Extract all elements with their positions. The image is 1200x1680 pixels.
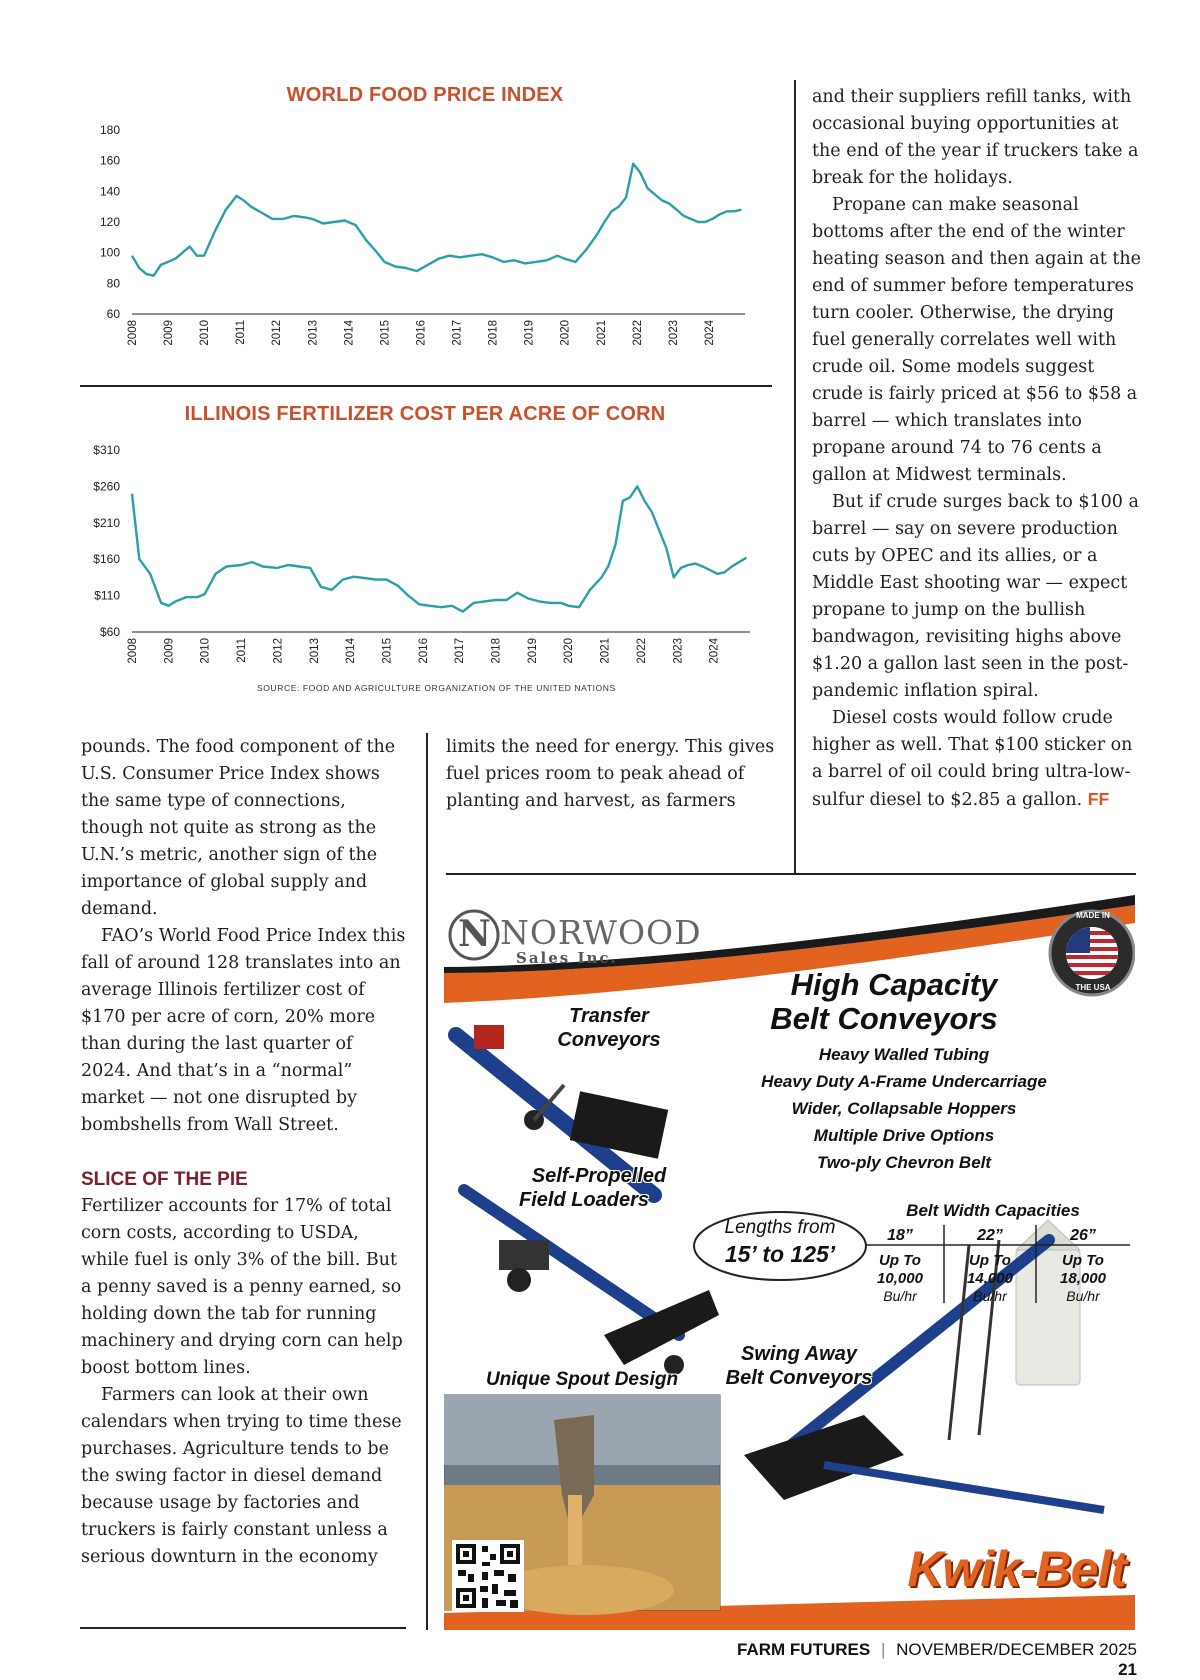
transfer-label-1: Transfer: [569, 1005, 649, 1027]
x-tick-label: 2016: [415, 320, 428, 346]
ad-headline-1: High Capacity: [790, 967, 998, 1002]
y-tick-label: 80: [106, 276, 120, 291]
series-line: [132, 164, 741, 276]
footer-separator: |: [880, 1640, 886, 1659]
x-tick-label: 2023: [667, 320, 680, 346]
x-tick-label: 2018: [490, 638, 503, 664]
article-paragraph: pounds. The food component of the U.S. Consumer Price Index shows the same type of connections, though not quite as strong as the U.N.’s metric, another sign of the importance of global supply and demand.: [81, 737, 396, 919]
x-tick-label: 2020: [563, 638, 576, 664]
belt-width-value: 18”: [887, 1227, 913, 1244]
article-paragraph: But if crude surges back to $100 a barrel — say on severe production cuts by OPEC and its allies, or a Middle East shooting war — expect propane to jump on the bullish bandwagon, revisiting highs above $1.20 a gallon last seen in the post-pandemic inflation spiral.: [812, 492, 1139, 701]
belt-capacity-value: 10,000: [877, 1270, 923, 1287]
belt-unit: Bu/hr: [1066, 1288, 1100, 1304]
brand-subtitle: Sales Inc.: [516, 949, 618, 967]
x-tick-label: 2011: [235, 320, 248, 345]
x-tick-label: 2024: [708, 638, 721, 664]
x-tick-label: 2017: [454, 638, 467, 664]
article-column-3: [812, 84, 1142, 814]
x-tick-label: 2020: [559, 320, 572, 346]
magazine-name: FARM FUTURES: [737, 1640, 871, 1659]
brand-logo-letter: N: [458, 913, 491, 955]
x-tick-label: 2013: [308, 638, 321, 664]
page-footer: [726, 1640, 1137, 1680]
y-tick-label: $60: [99, 625, 120, 639]
swing-away-label-1: Swing Away: [741, 1343, 857, 1365]
belt-unit: Bu/hr: [883, 1288, 917, 1304]
x-tick-label: 2016: [417, 638, 430, 664]
belt-width-value: 26”: [1070, 1227, 1096, 1244]
chart-source: SOURCE: FOOD AND AGRICULTURE ORGANIZATION OF THE UNITED NATIONS: [257, 683, 616, 693]
article-paragraph: Farmers can look at their own calendars when trying to time these purchases. Agriculture tends to be the swing factor in diesel demand because usage by factories and truckers is fairly constant unless a serious downturn in the economy: [81, 1385, 402, 1567]
x-tick-label: 2010: [199, 638, 212, 664]
self-propelled-label-2: Field Loaders: [518, 1189, 650, 1211]
article-paragraph: Propane can make seasonal bottoms after the end of the winter heating season and then again at the end of summer before temperatures turn cooler. Otherwise, the drying fuel generally correlates well with crude oil. Some models suggest crude is fairly priced at $56 to $58 a barrel — which translates into propane around 74 to 76 cents a gallon at Midwest terminals.: [812, 195, 1141, 485]
swing-away-label-2: Belt Conveyors: [725, 1367, 873, 1389]
y-tick-label: $210: [93, 515, 120, 530]
made-in-bottom-text: THE USA: [1075, 983, 1111, 992]
article-paragraph: Fertilizer accounts for 17% of total corn costs, according to USDA, while fuel is only 3% of the bill. But a penny saved is a penny earned, so holding down the tab for running machinery and drying corn can help boost bottom lines.: [81, 1196, 403, 1378]
col1-bottom-rule: [80, 1627, 406, 1629]
world-food-price-index-chart: [80, 115, 780, 365]
feature-item: Multiple Drive Options: [813, 1126, 995, 1145]
y-tick-label: $110: [94, 588, 120, 603]
chart1-title: WORLD FOOD PRICE INDEX: [286, 84, 564, 106]
x-tick-label: 2012: [272, 638, 285, 664]
lengths-line-1: Lengths from: [724, 1217, 836, 1238]
x-tick-label: 2019: [523, 320, 536, 346]
feature-item: Heavy Duty A-Frame Undercarriage: [761, 1072, 1047, 1091]
belt-capacity-value: 14,000: [967, 1270, 1013, 1287]
x-tick-label: 2014: [345, 638, 358, 664]
x-tick-label: 2022: [635, 638, 648, 664]
belt-up-to: Up To: [969, 1252, 1011, 1269]
page-number: 21: [1118, 1660, 1137, 1679]
x-tick-label: 2019: [526, 638, 539, 664]
y-tick-label: $310: [93, 443, 120, 457]
x-tick-label: 2010: [199, 320, 212, 346]
feature-item: Heavy Walled Tubing: [818, 1045, 990, 1064]
x-tick-label: 2008: [127, 638, 139, 664]
x-tick-label: 2022: [631, 320, 644, 346]
article-paragraph: and their suppliers refill tanks, with occasional buying opportunities at the end of the year if truckers take a break for the holidays.: [812, 87, 1139, 188]
x-tick-label: 2012: [271, 320, 284, 346]
ad-headline-2: Belt Conveyors: [770, 1001, 998, 1036]
x-tick-label: 2015: [379, 320, 392, 346]
y-tick-label: $260: [93, 479, 120, 494]
col3-bottom-rule: [446, 873, 1136, 875]
article-paragraph: [812, 705, 1142, 814]
norwood-kwik-belt-ad[interactable]: [444, 895, 1135, 1630]
article-column-2: [446, 734, 776, 815]
x-tick-label: 2013: [307, 320, 320, 346]
x-tick-label: 2024: [703, 320, 716, 346]
article-column-1: [81, 734, 407, 1571]
belt-up-to: Up To: [1062, 1252, 1104, 1269]
x-tick-label: 2021: [599, 638, 612, 664]
transfer-label-2: Conveyors: [557, 1029, 661, 1051]
feature-item: Two-ply Chevron Belt: [816, 1153, 992, 1172]
y-tick-label: 160: [99, 153, 120, 168]
y-tick-label: 100: [99, 245, 120, 260]
end-mark: FF: [1087, 789, 1110, 809]
column-divider-1: [426, 733, 428, 1630]
article-paragraph: FAO’s World Food Price Index this fall of around 128 translates into an average Illinois fertilizer cost of $170 per acre of corn, 20% more than during the last quarter of 2024. And that’s in a “normal” market — not one disrupted by bombshells from Wall Street.: [81, 926, 406, 1135]
made-in-top-text: MADE IN: [1076, 911, 1110, 920]
column-divider-2: [794, 80, 796, 873]
x-tick-label: 2011: [236, 638, 249, 663]
x-tick-label: 2018: [487, 320, 500, 346]
field-loader-image: [464, 1190, 719, 1375]
x-tick-label: 2009: [163, 638, 176, 664]
spout-label: Unique Spout Design: [485, 1369, 679, 1390]
x-tick-label: 2009: [163, 320, 176, 346]
x-tick-label: 2015: [381, 638, 394, 664]
kwik-belt-logo: Kwik-Belt: [907, 1541, 1126, 1597]
x-tick-label: 2008: [127, 320, 139, 346]
y-tick-label: 120: [99, 215, 120, 229]
feature-item: Wider, Collapsable Hoppers: [791, 1099, 1017, 1118]
y-tick-label: 140: [99, 184, 120, 199]
x-tick-label: 2023: [672, 638, 685, 664]
article-last-sentence: Diesel costs would follow crude higher as well. That $100 sticker on a barrel of oil could bring ultra-low-sulfur diesel to $2.85 a gallon.: [812, 708, 1133, 810]
y-tick-label: $160: [93, 552, 120, 567]
chart2-title: ILLINOIS FERTILIZER COST PER ACRE OF CORN: [184, 403, 666, 425]
article-paragraph: limits the need for energy. This gives fuel prices room to peak ahead of planting and harvest, as farmers: [446, 737, 775, 811]
x-tick-label: 2014: [343, 320, 356, 346]
issue-date: NOVEMBER/DECEMBER 2025: [896, 1640, 1137, 1659]
y-tick-label: 180: [99, 123, 120, 137]
belt-width-value: 22”: [977, 1227, 1003, 1244]
lengths-line-2: 15’ to 125’: [724, 1241, 836, 1267]
belt-width-title: Belt Width Capacities: [906, 1201, 1080, 1220]
belt-up-to: Up To: [879, 1252, 921, 1269]
qr-code: [452, 1540, 524, 1612]
brand-name: NORWOOD: [500, 913, 702, 952]
belt-unit: Bu/hr: [973, 1288, 1007, 1304]
y-tick-label: 60: [106, 307, 120, 321]
section-subhead: SLICE OF THE PIE: [81, 1169, 248, 1190]
self-propelled-label-1: Self-Propelled: [531, 1165, 667, 1187]
series-line: [132, 486, 746, 611]
chart-divider: [80, 385, 772, 387]
belt-capacity-value: 18,000: [1060, 1270, 1106, 1287]
x-tick-label: 2017: [451, 320, 464, 346]
illinois-fertilizer-cost-chart: [80, 435, 780, 675]
x-tick-label: 2021: [595, 320, 608, 346]
